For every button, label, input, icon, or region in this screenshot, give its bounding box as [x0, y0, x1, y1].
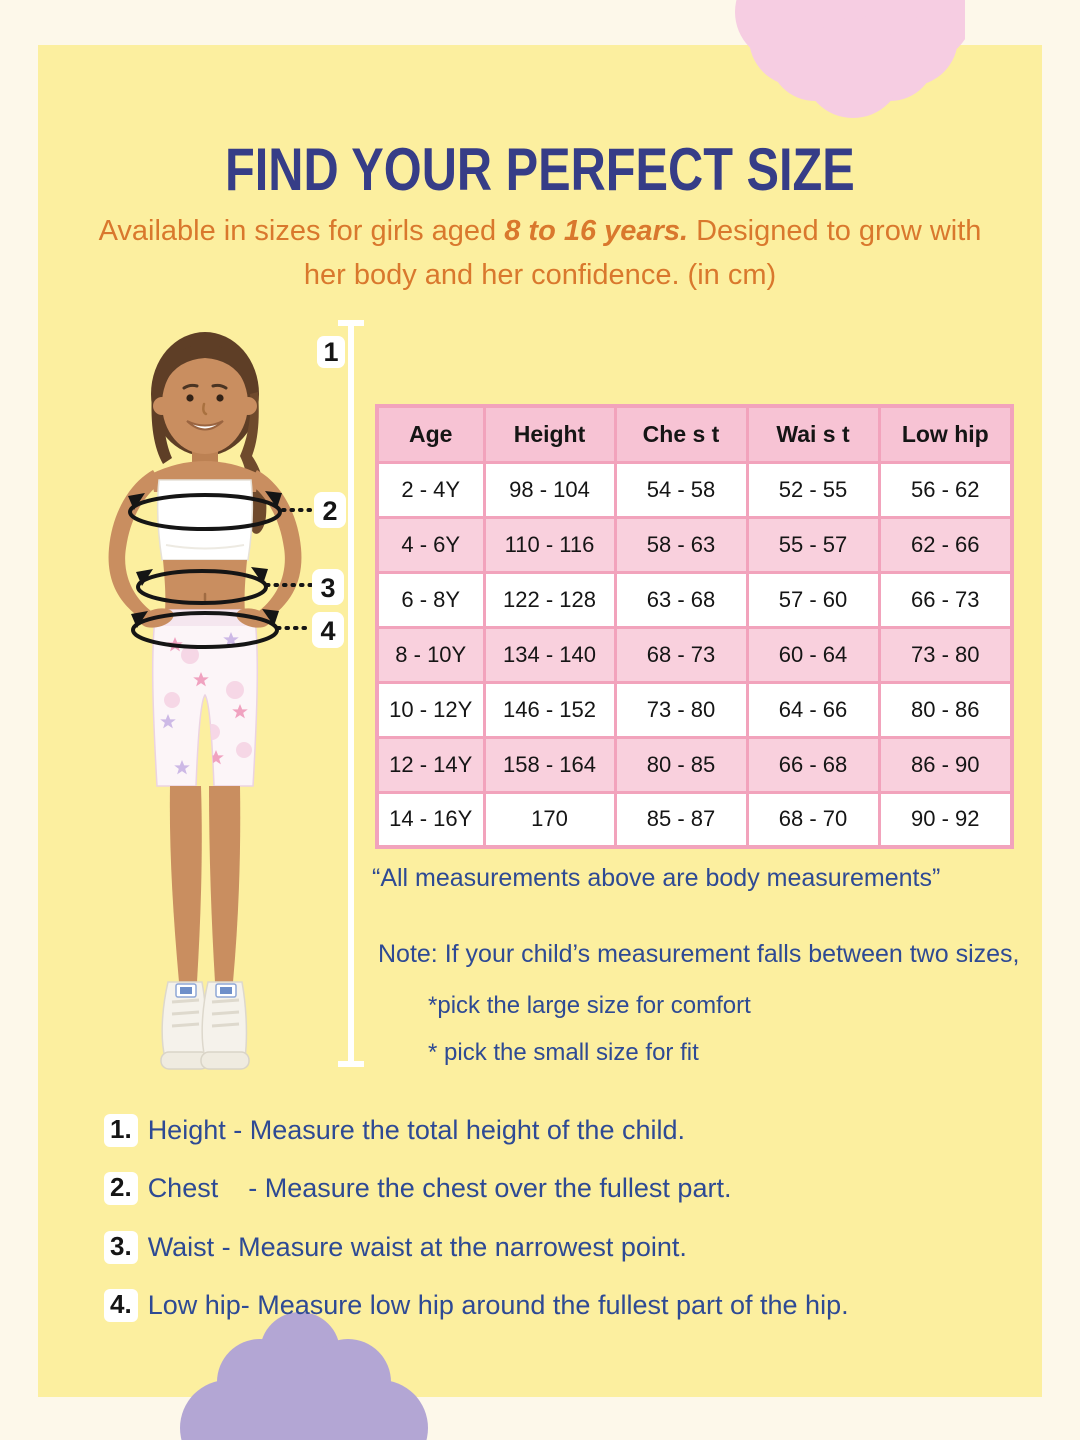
col-header-age: Age	[377, 406, 484, 462]
page-title: FIND YOUR PERFECT SIZE	[225, 135, 855, 204]
legend-number-badge: 4.	[104, 1289, 138, 1322]
table-row	[377, 517, 1012, 572]
legend-number-badge: 1.	[104, 1114, 138, 1147]
cell-height: 146 - 152	[484, 682, 615, 737]
table-row	[377, 737, 1012, 792]
legend-item-waist	[104, 1231, 687, 1264]
cell-lowhip: 80 - 86	[879, 682, 1012, 737]
legend-item-lowhip	[104, 1289, 849, 1322]
purple-flower-decoration	[168, 1312, 432, 1440]
col-header-waist: Wai s t	[747, 406, 879, 462]
cell-chest: 54 - 58	[615, 462, 747, 517]
col-header-height: Height	[484, 406, 615, 462]
legend-item-chest	[104, 1172, 731, 1205]
cell-waist: 68 - 70	[747, 792, 879, 847]
waist-marker-label: 3	[320, 573, 336, 603]
table-row	[377, 627, 1012, 682]
cell-waist: 57 - 60	[747, 572, 879, 627]
cell-age: 10 - 12Y	[377, 682, 484, 737]
cell-age: 6 - 8Y	[377, 572, 484, 627]
col-header-lowhip: Low hip	[879, 406, 1012, 462]
cell-waist: 60 - 64	[747, 627, 879, 682]
cell-chest: 85 - 87	[615, 792, 747, 847]
table-row	[377, 572, 1012, 627]
height-measure-line	[338, 323, 364, 1064]
girl-measurement-illustration	[60, 315, 372, 1087]
legend-item-height	[104, 1114, 685, 1147]
cell-age: 2 - 4Y	[377, 462, 484, 517]
chest-marker-label: 2	[322, 496, 338, 526]
cell-waist: 66 - 68	[747, 737, 879, 792]
cell-lowhip: 66 - 73	[879, 572, 1012, 627]
subtitle	[90, 210, 990, 297]
cell-age: 4 - 6Y	[377, 517, 484, 572]
legend-item-text: Chest - Measure the chest over the fullest part.	[147, 1172, 732, 1203]
subtitle-part2: Designed to grow with her body and her confidence. (in cm)	[303, 215, 982, 291]
cell-age: 14 - 16Y	[377, 792, 484, 847]
table-row	[377, 792, 1012, 847]
cell-height: 110 - 116	[484, 517, 615, 572]
body-measurements-quote: “All measurements above are body measurements”	[372, 864, 941, 892]
cell-age: 12 - 14Y	[377, 737, 484, 792]
subtitle-part1: Available in sizes for girls aged	[98, 215, 505, 247]
col-header-chest: Che s t	[615, 406, 747, 462]
cell-waist: 64 - 66	[747, 682, 879, 737]
table-row	[377, 682, 1012, 737]
cell-height: 98 - 104	[484, 462, 615, 517]
cell-lowhip: 62 - 66	[879, 517, 1012, 572]
cell-waist: 55 - 57	[747, 517, 879, 572]
cell-chest: 63 - 68	[615, 572, 747, 627]
height-marker-label: 1	[323, 337, 339, 367]
tip-pick-large: *pick the large size for comfort	[428, 992, 751, 1019]
between-sizes-note: Note: If your child’s measurement falls between two sizes,	[378, 940, 1020, 968]
measure-marker-badges	[312, 336, 346, 648]
subtitle-age-range: 8 to 16 years.	[504, 215, 689, 247]
legend-number-badge: 3.	[104, 1231, 138, 1264]
table-header-row	[377, 406, 1012, 462]
legend-item-text: Waist - Measure waist at the narrowest point.	[147, 1231, 687, 1262]
legend-item-text: Height - Measure the total height of the child.	[147, 1114, 685, 1145]
cell-lowhip: 56 - 62	[879, 462, 1012, 517]
tip-pick-small: * pick the small size for fit	[428, 1039, 699, 1066]
cell-height: 134 - 140	[484, 627, 615, 682]
cell-lowhip: 90 - 92	[879, 792, 1012, 847]
cell-chest: 73 - 80	[615, 682, 747, 737]
cell-height: 158 - 164	[484, 737, 615, 792]
legend-number-badge: 2.	[104, 1172, 138, 1205]
cell-chest: 58 - 63	[615, 517, 747, 572]
cell-age: 8 - 10Y	[377, 627, 484, 682]
girl-photo	[109, 332, 302, 1069]
cell-chest: 68 - 73	[615, 627, 747, 682]
cell-lowhip: 73 - 80	[879, 627, 1012, 682]
cell-waist: 52 - 55	[747, 462, 879, 517]
hip-marker-label: 4	[320, 616, 336, 646]
size-table	[375, 404, 1014, 849]
legend-item-text: Low hip- Measure low hip around the fullest part of the hip.	[147, 1289, 849, 1320]
cell-height: 122 - 128	[484, 572, 615, 627]
pink-flower-decoration	[735, 0, 965, 135]
cell-height: 170	[484, 792, 615, 847]
table-row	[377, 462, 1012, 517]
cell-lowhip: 86 - 90	[879, 737, 1012, 792]
cell-chest: 80 - 85	[615, 737, 747, 792]
